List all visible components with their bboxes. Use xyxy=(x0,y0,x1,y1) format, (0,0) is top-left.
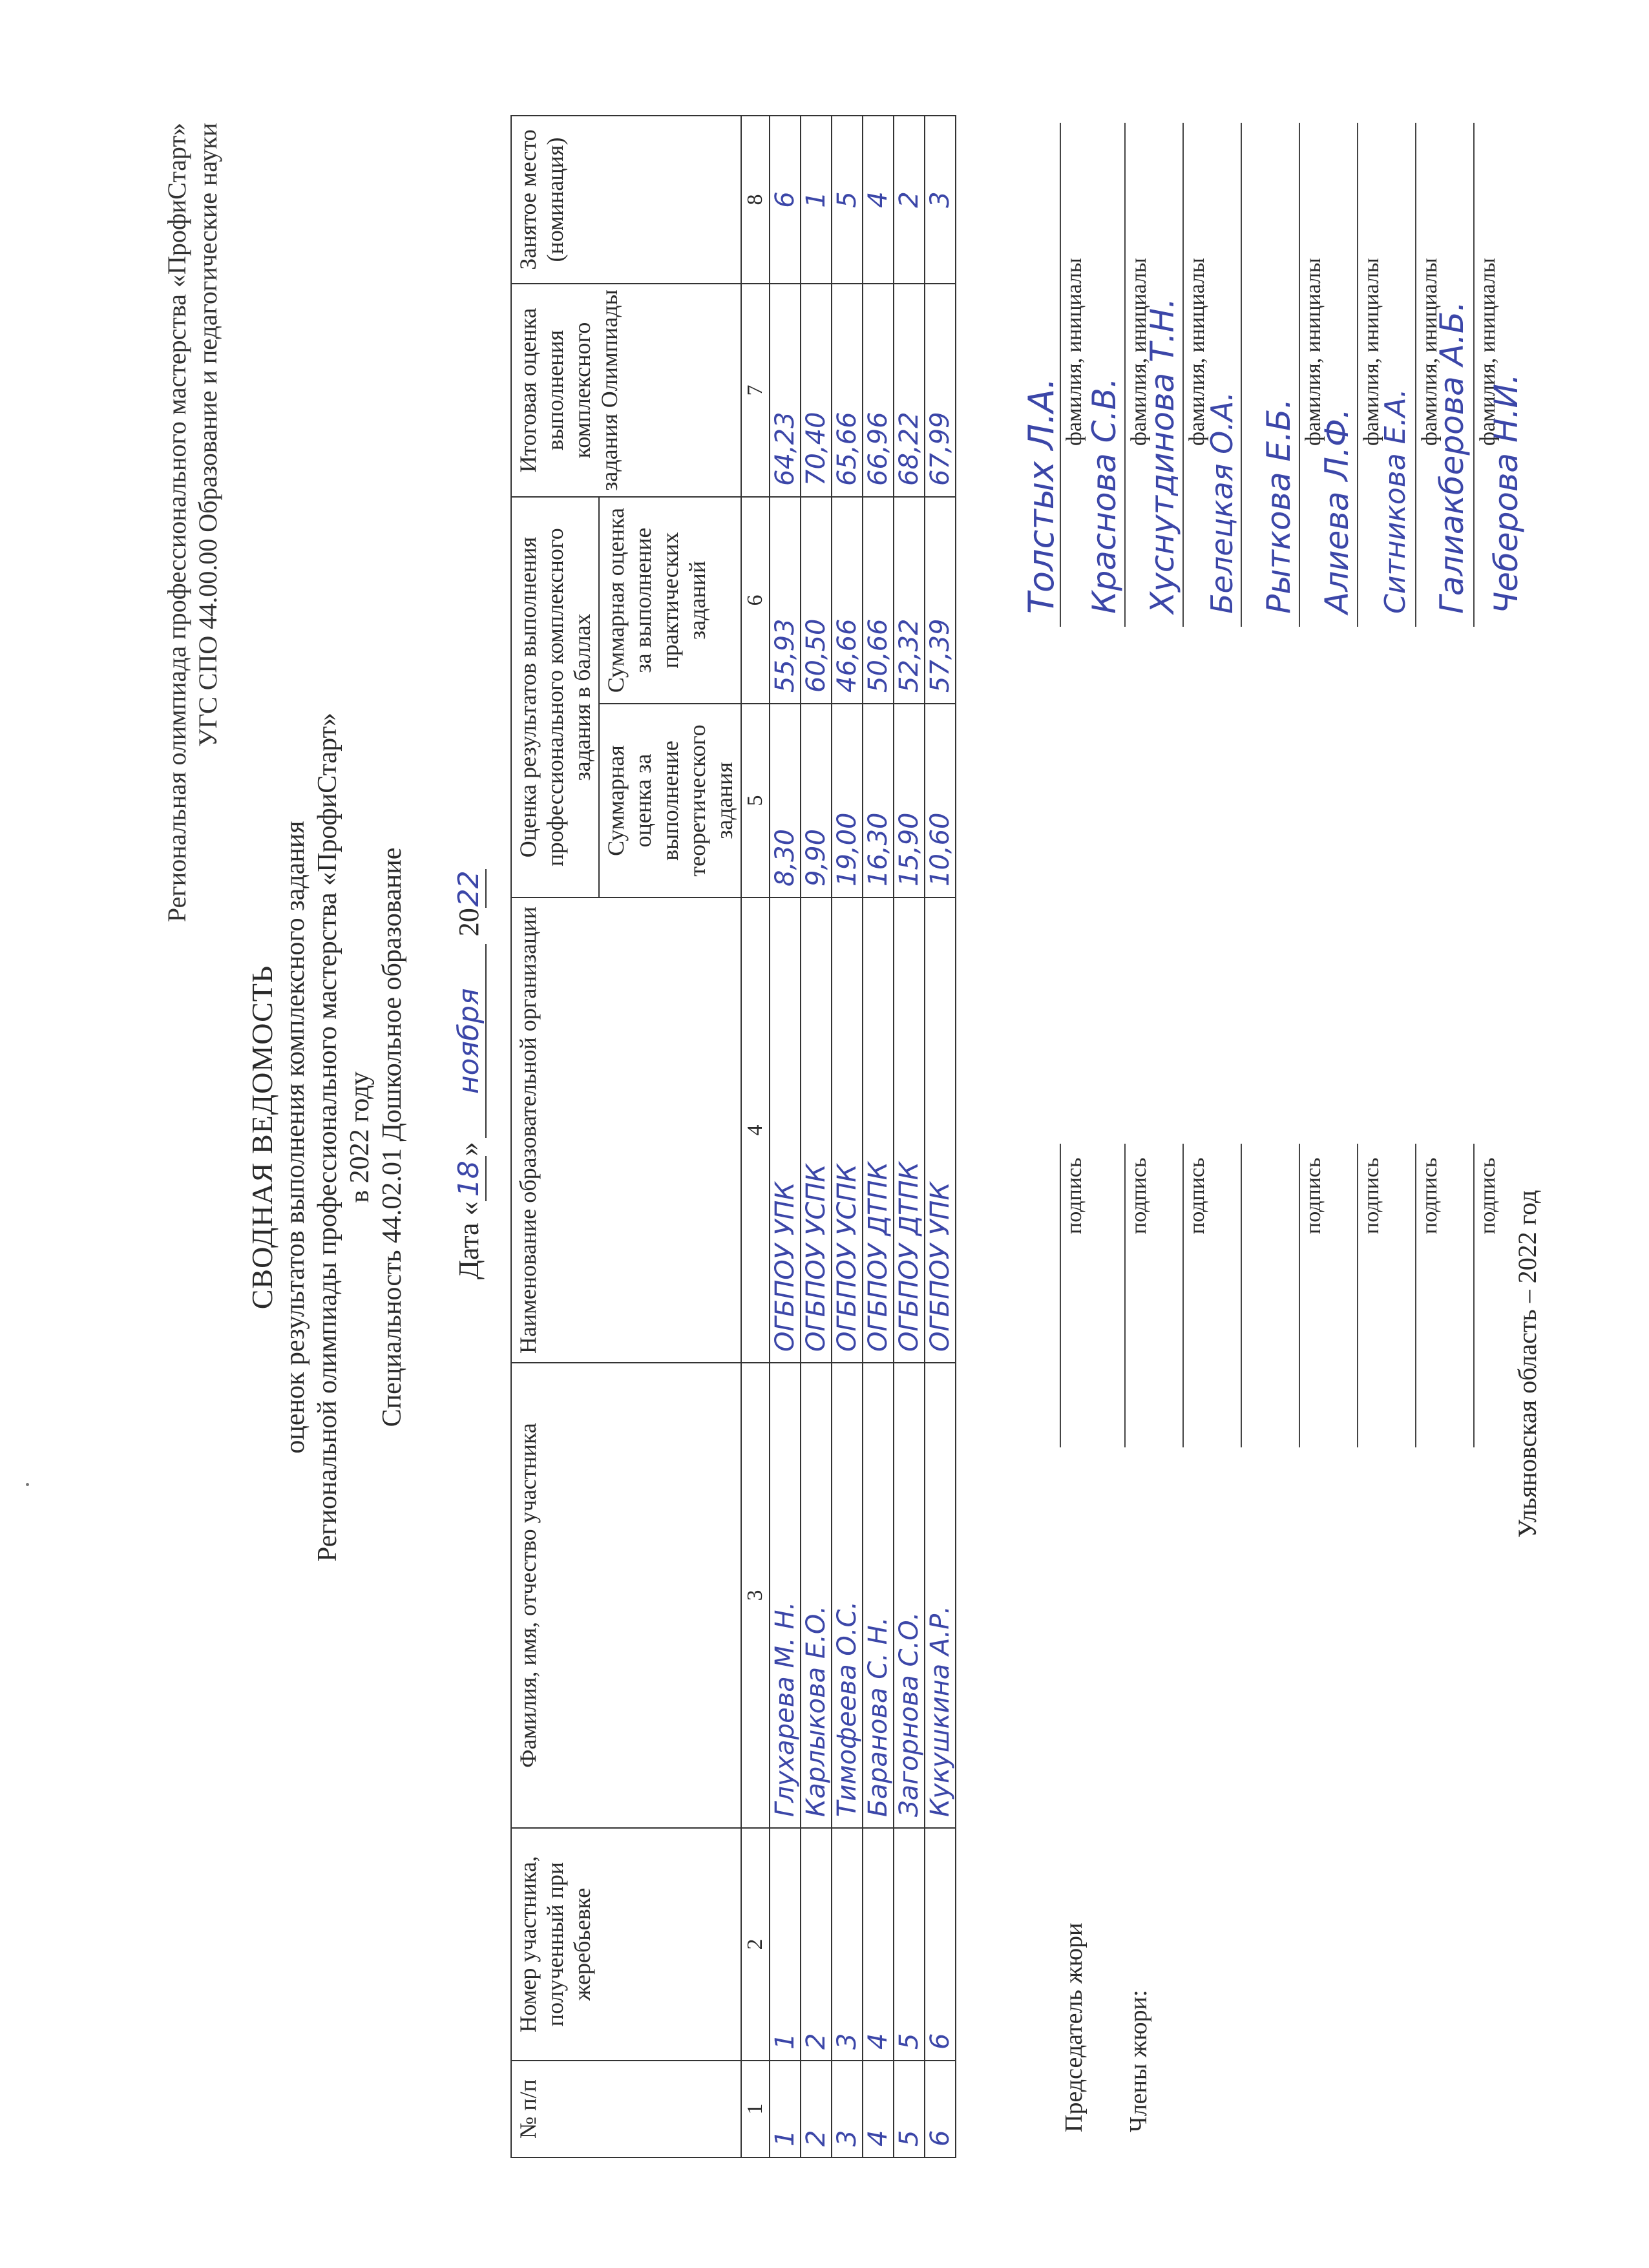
title-line-5: Специальность 44.02.01 Дошкольное образование xyxy=(377,847,407,1427)
name-line xyxy=(1124,123,1126,627)
name-caption: фамилия, инициалы xyxy=(1062,258,1086,446)
jury-member-name: Хуснутдинова Т.Н. xyxy=(1144,297,1181,614)
name-line xyxy=(1357,123,1358,627)
column-index: 2 xyxy=(741,1828,770,2061)
col-header-participant-number: Номер участника, полученный при жеребьевке xyxy=(511,1828,741,2061)
table-row xyxy=(894,116,925,2158)
jury-members-label: Члены жюри: xyxy=(1125,1990,1152,2132)
practice-score: 57,39 xyxy=(925,497,956,704)
participant-number: 3 xyxy=(832,1828,863,2061)
name-caption: фамилия, инициалы xyxy=(1418,258,1442,446)
theory-score: 9,90 xyxy=(801,704,832,898)
results-table xyxy=(510,115,956,2158)
participant-number: 6 xyxy=(925,1828,956,2061)
col-header-practice: Суммарная оценка за выполнение практических заданий xyxy=(599,497,741,704)
jury-member-name: Толстых Л.А. xyxy=(1021,377,1062,614)
jury-member-name: Ситникова Е.А. xyxy=(1379,388,1412,614)
jury-chair-label: Председатель жюри xyxy=(1060,1922,1087,2132)
jury-member-name: Галиакберова А.Б. xyxy=(1433,300,1471,614)
jury-member-name: Алиева Л.Ф. xyxy=(1318,408,1356,614)
footer-region-year: Ульяновская область – 2022 год xyxy=(1513,1190,1542,1538)
date-month: ноября xyxy=(452,944,487,1138)
col-header-full-name: Фамилия, имя, отчество участника xyxy=(511,1363,741,1828)
jury-member-name: Белецкая О.А. xyxy=(1204,391,1239,614)
total-score: 65,66 xyxy=(832,284,863,497)
name-caption: фамилия, инициалы xyxy=(1127,258,1151,446)
organization: ОГБПОУ ДТПК xyxy=(863,898,894,1363)
table-row xyxy=(770,116,801,2158)
place: 3 xyxy=(925,116,956,284)
name-line xyxy=(1182,123,1184,627)
column-index: 3 xyxy=(741,1363,770,1828)
place: 6 xyxy=(770,116,801,284)
participant-number: 4 xyxy=(863,1828,894,2061)
participant-name: Глухарева М. Н. xyxy=(770,1363,801,1828)
jury-member-name: Краснова С.В. xyxy=(1086,377,1123,614)
row-number: 1 xyxy=(770,2061,801,2158)
row-number: 6 xyxy=(925,2061,956,2158)
participant-name: Баранова С. Н. xyxy=(863,1363,894,1828)
place: 4 xyxy=(863,116,894,284)
place: 5 xyxy=(832,116,863,284)
signature-line xyxy=(1357,1144,1358,1447)
title-line-4: в 2022 году xyxy=(345,1071,375,1203)
column-index: 1 xyxy=(741,2061,770,2158)
signature-caption: подпись xyxy=(1301,1157,1325,1234)
organization: ОГБПОУ УСПК xyxy=(801,898,832,1363)
practice-score: 52,32 xyxy=(894,497,925,704)
participant-name: Загорнова С.О. xyxy=(894,1363,925,1828)
column-index: 7 xyxy=(741,284,770,497)
title-block xyxy=(246,116,408,2158)
row-number: 5 xyxy=(894,2061,925,2158)
date-year-suffix: 22 xyxy=(452,870,485,907)
signature-caption: подпись xyxy=(1185,1157,1209,1234)
signature-caption: подпись xyxy=(1127,1157,1151,1234)
participant-number: 5 xyxy=(894,1828,925,2061)
signature-caption: подпись xyxy=(1418,1157,1442,1234)
signature-line xyxy=(1473,1144,1475,1447)
total-score: 64,23 xyxy=(770,284,801,497)
total-score: 70,40 xyxy=(801,284,832,497)
name-caption: фамилия, инициалы xyxy=(1185,258,1209,446)
theory-score: 16,30 xyxy=(863,704,894,898)
name-caption: фамилия, инициалы xyxy=(1301,258,1325,446)
name-line xyxy=(1473,123,1475,627)
row-number: 4 xyxy=(863,2061,894,2158)
header-line-2: УГС СПО 44.00.00 Образование и педагогические науки xyxy=(193,123,222,747)
name-line xyxy=(1241,123,1242,627)
jury-member-name: Рыткова Е.Б. xyxy=(1260,398,1297,614)
column-index-row xyxy=(741,116,770,2158)
organization: ОГБПОУ УСПК xyxy=(832,898,863,1363)
participant-name: Кукушкина А.Р. xyxy=(925,1363,956,1828)
jury-member-name: Чеберова Н.И. xyxy=(1487,373,1525,614)
col-header-place: Занятое место (номинация) xyxy=(511,116,741,284)
col-header-total: Итоговая оценка выполнения комплексного задания Олимпиады xyxy=(511,284,741,497)
column-index: 5 xyxy=(741,704,770,898)
organization: ОГБПОУ УПК xyxy=(770,898,801,1363)
total-score: 67,99 xyxy=(925,284,956,497)
theory-score: 8,30 xyxy=(770,704,801,898)
table-row xyxy=(801,116,832,2158)
column-index: 6 xyxy=(741,497,770,704)
column-index: 4 xyxy=(741,898,770,1363)
signature-caption: подпись xyxy=(1360,1157,1383,1234)
col-header-organization: Наименование образовательной организации xyxy=(511,898,741,1363)
name-line xyxy=(1299,123,1300,627)
scan-speck xyxy=(26,1483,29,1486)
header-row-1 xyxy=(511,116,599,2158)
theory-score: 19,00 xyxy=(832,704,863,898)
signature-caption: подпись xyxy=(1062,1157,1086,1234)
signature-line xyxy=(1241,1144,1242,1447)
title-line-3: Региональной олимпиады профессионального мастерства «ПрофиСтарт» xyxy=(313,712,342,1562)
organization: ОГБПОУ ДТПК xyxy=(894,898,925,1363)
place: 2 xyxy=(894,116,925,284)
participant-number: 1 xyxy=(770,1828,801,2061)
date-prefix: Дата « xyxy=(453,1201,485,1279)
column-index: 8 xyxy=(741,116,770,284)
table-row xyxy=(832,116,863,2158)
title-line-2: оценок результатов выполнения комплексного задания xyxy=(280,821,310,1454)
theory-score: 15,90 xyxy=(894,704,925,898)
date-year-prefix: 20 xyxy=(453,908,485,937)
signature-line xyxy=(1182,1144,1184,1447)
col-header-theory: Суммарная оценка за выполнение теоретического задания xyxy=(599,704,741,898)
participant-name: Карлыкова Е.О. xyxy=(801,1363,832,1828)
row-number: 3 xyxy=(832,2061,863,2158)
participant-number: 2 xyxy=(801,1828,832,2061)
signature-line xyxy=(1060,1144,1061,1447)
document-title: СВОДНАЯ ВЕДОМОСТЬ xyxy=(246,965,278,1310)
name-caption: фамилия, инициалы xyxy=(1360,258,1383,446)
participant-name: Тимофеева О.С. xyxy=(832,1363,863,1828)
signature-caption: подпись xyxy=(1476,1157,1500,1234)
signature-line xyxy=(1415,1144,1416,1447)
table-row xyxy=(863,116,894,2158)
organization: ОГБПОУ УПК xyxy=(925,898,956,1363)
date-day: 18 xyxy=(452,1156,487,1201)
practice-score: 46,66 xyxy=(832,497,863,704)
practice-score: 50,66 xyxy=(863,497,894,704)
practice-score: 55,93 xyxy=(770,497,801,704)
total-score: 68,22 xyxy=(894,284,925,497)
signature-line xyxy=(1299,1144,1300,1447)
place: 1 xyxy=(801,116,832,284)
signature-line xyxy=(1124,1144,1126,1447)
name-caption: фамилия, инициалы xyxy=(1476,258,1500,446)
col-header-number: № п/п xyxy=(511,2061,741,2158)
theory-score: 10,60 xyxy=(925,704,956,898)
row-number: 2 xyxy=(801,2061,832,2158)
col-header-score-group: Оценка результатов выполнения профессионального комплексного задания в баллах xyxy=(511,497,599,898)
practice-score: 60,50 xyxy=(801,497,832,704)
table-row xyxy=(925,116,956,2158)
name-line xyxy=(1415,123,1416,627)
header-block xyxy=(162,123,224,1544)
total-score: 66,96 xyxy=(863,284,894,497)
header-line-1: Региональная олимпиада профессионального мастерства «ПрофиСтарт» xyxy=(162,123,191,923)
date-line xyxy=(452,869,487,1279)
date-mid: » xyxy=(453,1142,485,1157)
